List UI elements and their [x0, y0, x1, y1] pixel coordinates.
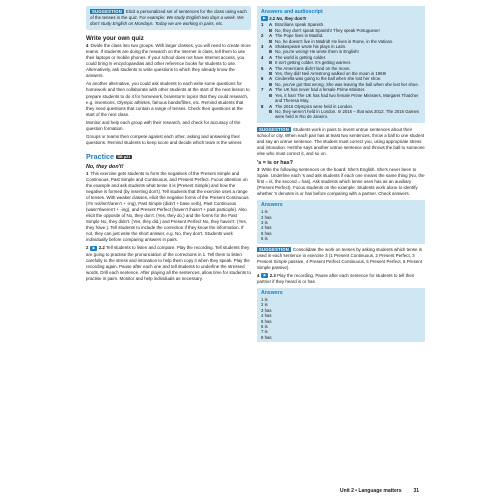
quiz-text-1: Divide the class into two groups. With larger classes, you will need to create more teams. If students are doing the research on the Internet in class, tell them to use their laptops or mobile phones. If your school does not have Internet access, you could bring in encyclopaedias and other reference books for students to use. Alternatively, ask students to write questions to which they already know the answers. — [86, 43, 251, 79]
audio-track-number: 2.2 — [269, 16, 276, 21]
line-number: 8 — [261, 103, 264, 109]
answer-item: 5 has — [261, 230, 272, 236]
answer-item: 8 has — [261, 334, 272, 340]
line-number: 7 — [261, 87, 264, 93]
suggestion-3-text: Consolidate the work on tenses by asking students which tense is used in each sentence in exercise 3 (1 Present Continuous, 2 Present Perfect, 3 Present Simple passive, 4 Present Perfect Continuous, 5 Present Perfect, 6 Present Simple passive). — [257, 246, 423, 270]
line-text: No, they weren't held in London. In 2016 – that was 2012. The 2016 Games were held in Rio de Janeiro. — [275, 108, 420, 120]
speaker-label: B — [269, 71, 273, 77]
speaker-label: B — [269, 60, 273, 66]
practice-title: Practice — [86, 151, 114, 161]
line-text: No, they don't speak Spanish! They speak Portuguese! — [275, 27, 380, 33]
answers-list-1 — [261, 209, 421, 241]
exercise-4-text: Play the recording. Pause after each sentence for students to tell their partner if they heard is or has. — [257, 272, 415, 284]
answer-item: 3 has — [261, 307, 272, 313]
speaker-label: A — [269, 65, 273, 71]
line-text: The Americans didn't land on the moon. — [275, 65, 351, 71]
speaker-label: B — [269, 27, 273, 33]
speaker-label: B — [269, 49, 273, 55]
answer-item: 1 is — [261, 209, 268, 215]
speaker-label: B — [269, 108, 273, 114]
answers-label: Answers — [261, 289, 283, 296]
audio-play-icon[interactable]: ▶ — [261, 273, 268, 278]
line-text: The world is getting colder. — [275, 54, 327, 60]
exercise-number: 4 — [86, 43, 89, 49]
speaker-label: A — [269, 54, 273, 60]
speaker-label: B — [269, 81, 273, 87]
exercise-3-text: Write the following sentences on the board: She's English. She's never been to Spain. Underline each 's and ask students if each one means the same thing (No, the first = is, the second = has). Ask students which tense uses has as an auxiliary (Present Perfect). Focus students on the example. Students work alone to identify whether 's denotes is or has before comparing with a partner. Check answers. — [257, 166, 425, 197]
answers-list-2 — [261, 297, 421, 340]
answers-audioscript-title: Answers and audioscript — [261, 9, 323, 15]
exercise-1-text: This exercise gets students to form the negatives of the Present Simple and Continuous, Past Simple and Continuous, and Present Perfect. Focus attention on the example and ask students what tense it is (Present Simple) and how the negative is formed (by inserting don't). Tell students that the exercise uses a range of tenses. With weaker classes, elicit the negative forms of the Present Continuous (I'm not/isn't/aren't + -ing), Past Simple (didn't + base verb), Past Continuous (wasn't/weren't + -ing), and Present Perfect (haven't /hasn't + past participle). Also elicit the opposite of No, they don't. (Yes, they do.) and the forms for the Past Simple No, they didn't. (Yes, they did.) and Present Perfect No, they haven't. (Yes, they have.). Tell students to include the correction if they know the information. If not, they can just write the short answer, e.g. No, they don't. Students work individually before comparing answers in pairs. — [86, 170, 249, 243]
suggestion-tag: SUGGESTION — [92, 9, 122, 14]
line-number: 6 — [261, 76, 264, 82]
line-text: It isn't getting colder. It's getting warmer. — [275, 60, 352, 66]
answer-item: 7 is — [261, 329, 268, 335]
speaker-label: A — [269, 44, 273, 50]
line-number — [261, 93, 269, 104]
page-ref-badge: SB p21 — [117, 154, 131, 159]
page-number: 31 — [413, 488, 420, 494]
line-text: The 2016 Olympics were held in London. — [275, 103, 354, 109]
speaker-label: B — [269, 92, 273, 98]
suggestion-box-1 — [86, 6, 251, 30]
line-text: Yes, it has! The UK has had two female Prime Ministers, Margaret Thatcher and Theresa May. — [275, 92, 419, 104]
exercise-3-paragraph — [257, 167, 425, 197]
answer-item: 6 is — [261, 323, 268, 329]
section-heading-no-they-dont: No, they don't! — [86, 163, 124, 170]
line-number: 5 — [261, 65, 264, 71]
answers-label: Answers — [261, 202, 283, 209]
answer-item: 2 has — [261, 214, 272, 220]
suggestion-tag: SUGGESTION — [259, 246, 289, 252]
suggestion-3 — [257, 247, 425, 271]
answers-box-1 — [257, 200, 425, 243]
unit-title: Unit 2 • Language matters — [340, 488, 402, 494]
line-number: 2 — [261, 33, 264, 39]
quiz-paragraph-2: As another alternative, you could ask students to each write some questions for homework and then collaborate with other students at the start of the next lesson to prepare students to do it for homework, brainstorm topics that they could research, e.g. inventions, Olympic athletes, famous bands/films, etc. Remind students that they need questions that contain a range of tenses. Check their questions at the start of the next class. — [86, 81, 250, 117]
exercise-number: 3 — [257, 166, 260, 172]
suggestion-2 — [257, 127, 425, 157]
speaker-label: A — [269, 76, 273, 82]
audio-track-number: 2.3 — [269, 272, 276, 278]
answer-item: 6 is — [261, 236, 268, 242]
exercise-number: 1 — [86, 170, 89, 176]
quiz-heading: Write your own quiz — [86, 35, 144, 43]
speaker-label: A — [269, 103, 273, 109]
answer-item: 5 has — [261, 318, 272, 324]
audio-track-number: 2.2 — [98, 245, 105, 251]
speaker-label: A — [269, 22, 273, 28]
audioscript-line — [261, 93, 421, 104]
answer-item: 4 has — [261, 313, 272, 319]
exercise-1-paragraph — [86, 171, 251, 244]
line-number: 4 — [261, 54, 264, 60]
answers-box-2 — [257, 288, 425, 342]
line-number: 1 — [261, 22, 264, 28]
audioscript-line — [261, 109, 421, 120]
quiz-paragraph-4: Groups or teams then compete against each other, asking and answering their questions. Remind students to keep score and decide which team is the winner. — [86, 133, 243, 145]
speaker-label: A — [269, 87, 273, 93]
line-text: Yes, they did! Neil Armstrong walked on the moon in 1969! — [275, 71, 387, 77]
practice-heading — [86, 152, 251, 161]
audio-play-icon[interactable]: ▶ — [90, 246, 97, 251]
exercise-4-paragraph — [257, 273, 425, 285]
answer-item: 2 is — [261, 302, 268, 308]
line-text: The Pope lives in Madrid. — [275, 33, 324, 39]
exercise-number: 2 — [86, 245, 89, 251]
suggestion-1-text: Elicit a personalized set of sentences for the class using each of the tenses in the quiz. For example: — [90, 9, 247, 21]
exercise-2-paragraph — [86, 245, 251, 281]
page-footer — [340, 488, 419, 494]
line-text: No, you've got that wrong. She was leaving the ball when she lost her shoe. — [275, 81, 419, 87]
audio-play-icon[interactable]: ▶ — [261, 16, 268, 21]
audioscript-subheading — [261, 16, 421, 21]
exercise-2-text: Tell students to listen and compare. Play the recording. Tell students they are going to practise the pronunciation of the corrections in 1. Tell them to listen carefully to the stress and intonation to help them copy it when they speak. Play the recording again. Pause after each one and tell students to underline the stressed words. Drill each sentence. After playing all the sentences, allow time for students to practise in pairs. Monitor and help individuals as necessary. — [86, 245, 252, 281]
speaker-label: B — [269, 38, 273, 44]
answer-item: 3 is — [261, 220, 268, 225]
quiz-paragraph-3: Monitor and help each group with their research, and check for accuracy of the question formation. — [86, 119, 241, 131]
line-text: Brazilians speak Spanish. — [275, 22, 325, 28]
suggestion-2-text: Students work in pairs to invent untrue sentences about their school or city. When each pair has at least two sentences, throw a ball to one student and say an untrue sentence. The student must correct you, using appropriate stress and intonation. He/She says another untrue sentence and throws the ball to someone else who must correct it, and so on. — [257, 126, 425, 156]
answer-item: 1 is — [261, 296, 268, 302]
line-number — [261, 109, 269, 120]
line-number: 3 — [261, 44, 264, 50]
line-text: No, he doesn't live in Madrid! He lives in Rome, in the Vatican. — [275, 38, 394, 44]
suggestion-1-example: We study English two days a week. We don't study English on Mondays. Today we are working in pairs, etc. — [90, 15, 244, 27]
quiz-paragraph-1 — [86, 43, 251, 79]
line-text: Cinderella was going to the ball when she lost her shoe. — [275, 76, 382, 82]
right-column — [257, 6, 425, 345]
left-column — [86, 6, 251, 282]
speaker-label: A — [269, 33, 273, 39]
section-heading-s-is-has: 's = is or has? — [257, 159, 293, 166]
line-text: Shakespeare wrote his plays in Latin. — [275, 44, 347, 50]
suggestion-tag: SUGGESTION — [259, 126, 289, 132]
audioscript-lines — [261, 22, 421, 119]
audioscript-title: No, they don't! — [276, 16, 307, 21]
line-text: The UK has never had a female Prime Minister. — [275, 87, 366, 93]
answer-item: 4 has — [261, 225, 272, 231]
answers-audioscript-box — [257, 6, 425, 123]
line-text: No, you're wrong! He wrote them in English! — [275, 49, 359, 55]
exercise-number: 4 — [257, 272, 260, 278]
